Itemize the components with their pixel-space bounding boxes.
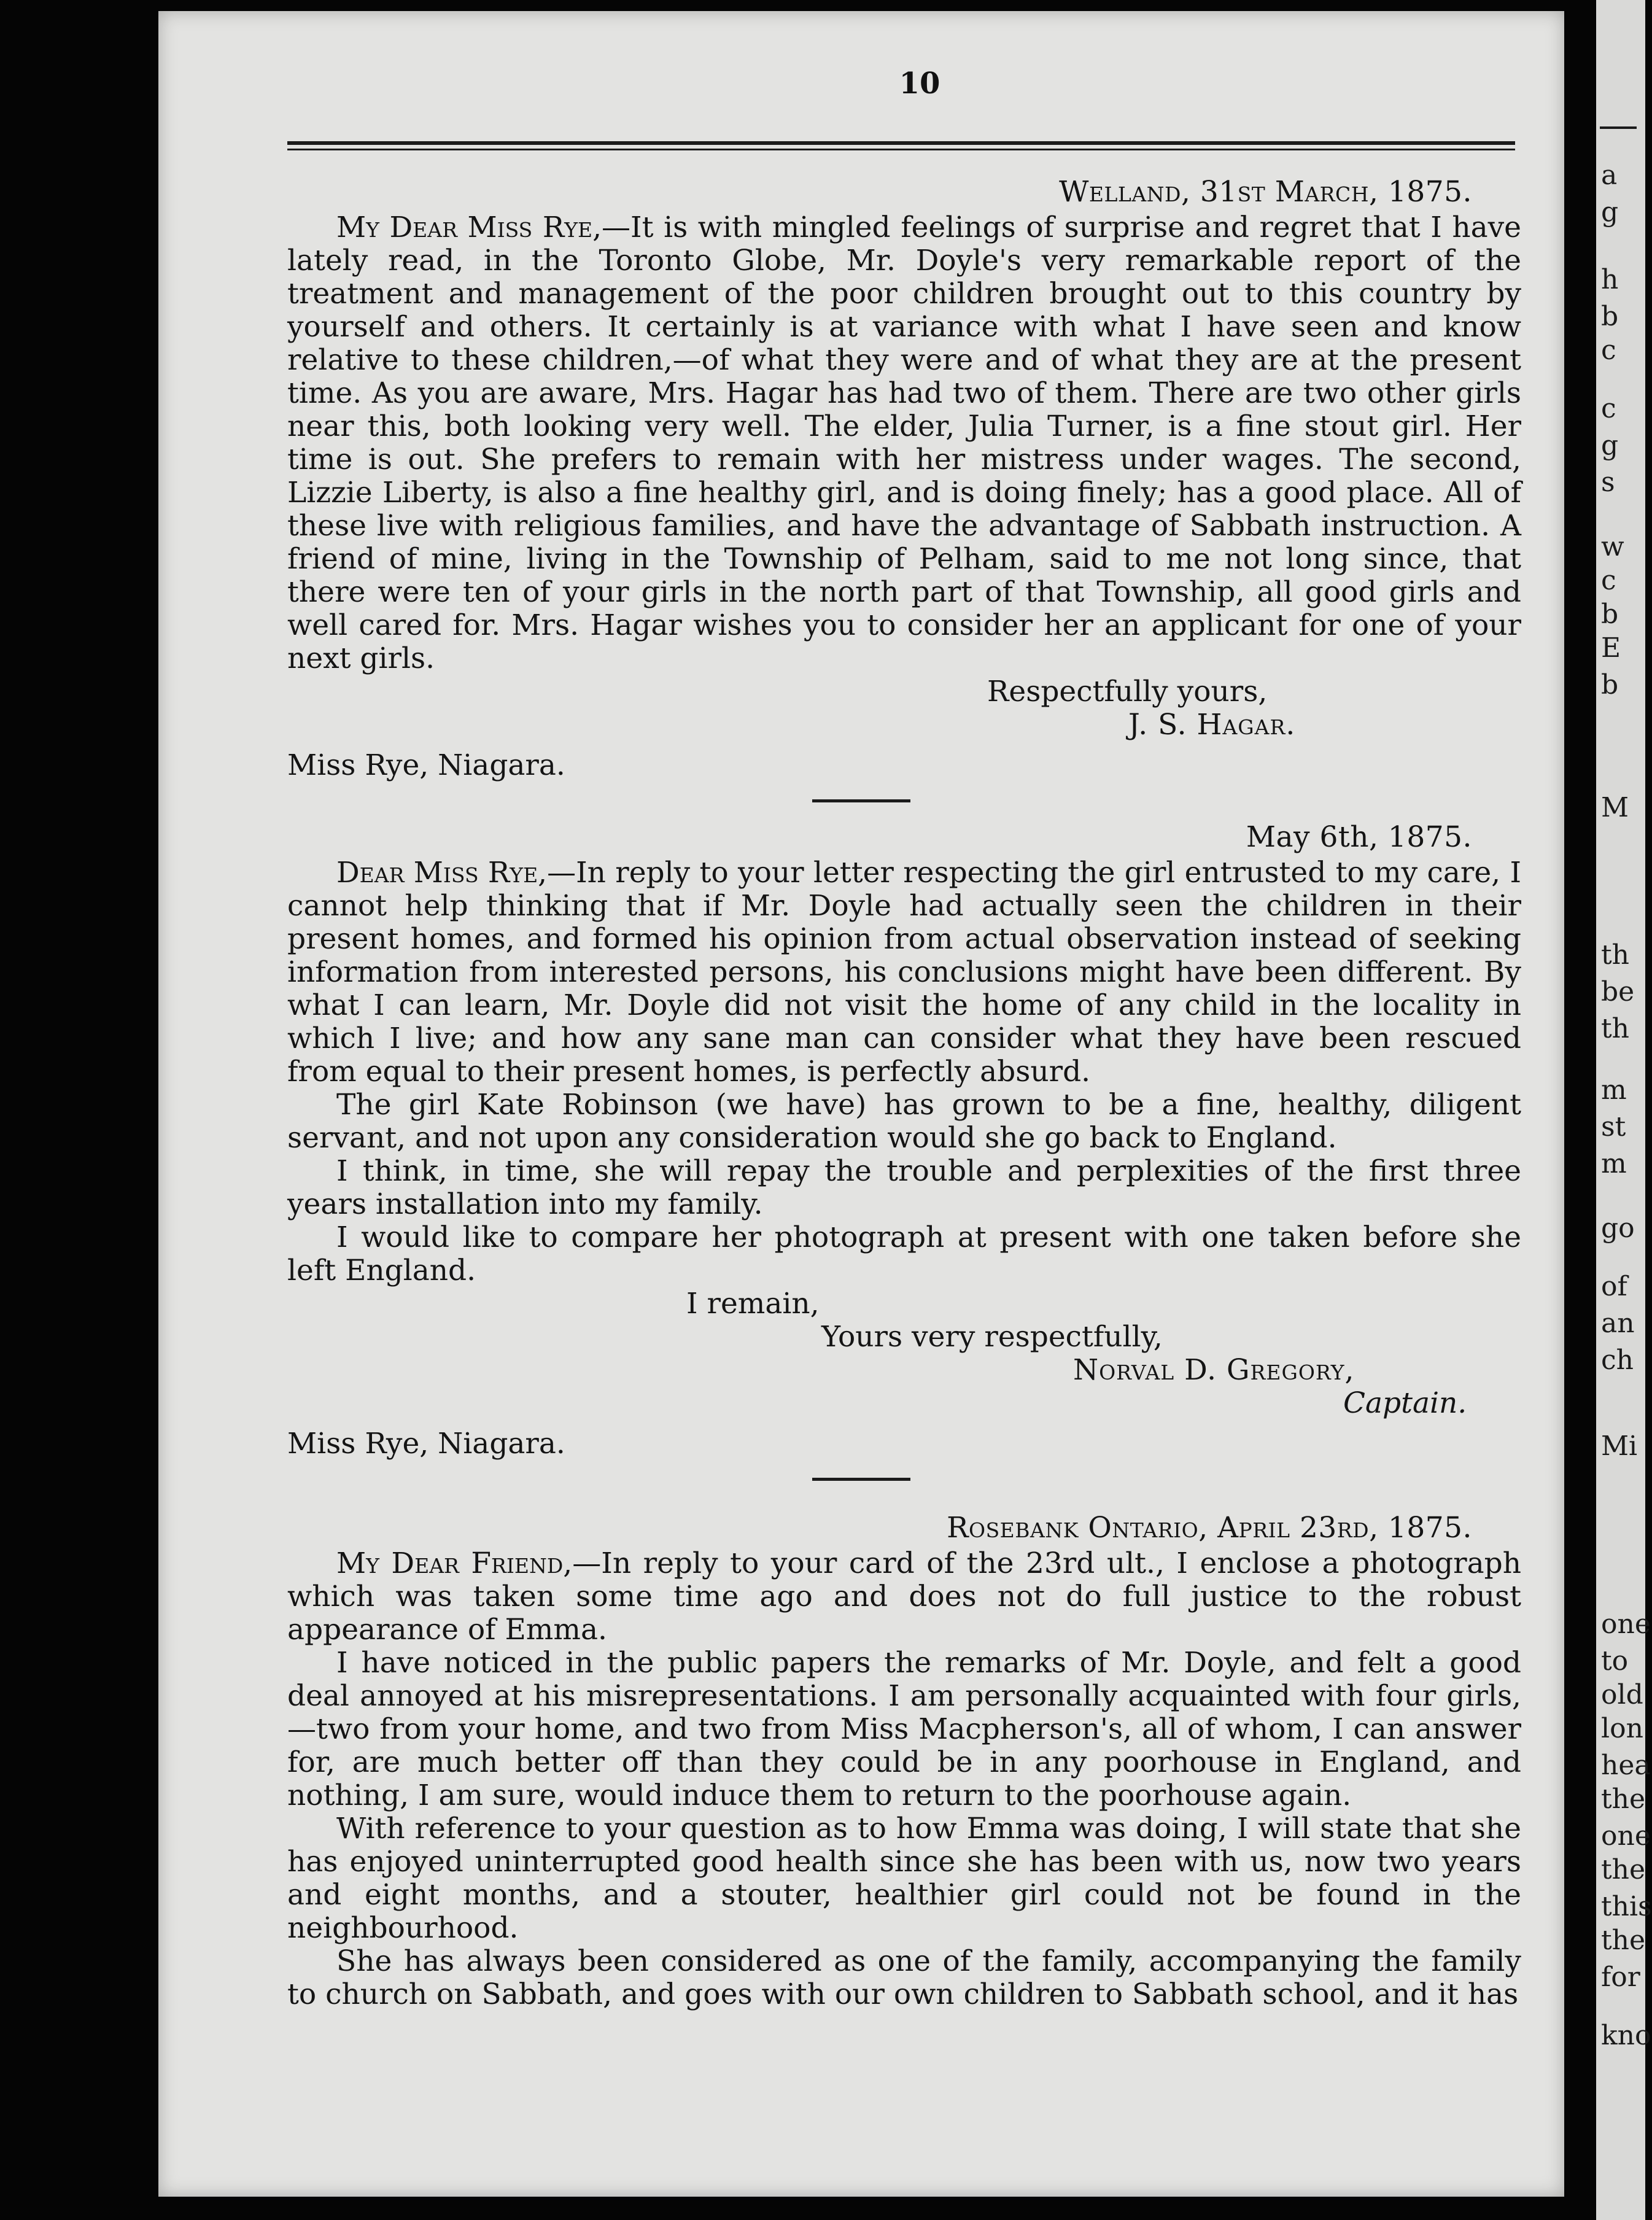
next-page-fragment: st [1601, 1111, 1626, 1143]
letter-signature: J. S. Hagar. [1128, 708, 1296, 742]
letter-paragraph: I think, in time, she will repay the trouble and perplexities of the first three years installation into my family. [287, 1154, 1521, 1221]
next-page-fragment: one [1601, 1820, 1651, 1852]
next-page-fragment: lon [1601, 1713, 1643, 1744]
header-rule-bottom [287, 149, 1515, 150]
next-page-fragment: this [1601, 1891, 1652, 1922]
letter-rosebank [287, 1512, 1521, 2011]
next-page-fragment: h [1601, 264, 1619, 295]
letter-paragraph: She has always been considered as one of the family, accompanying the family to church on Sabbath, and goes with our own children to Sabbath school, and it has [287, 1944, 1521, 2011]
next-page-edge [1596, 0, 1652, 2220]
letter-salutation: Dear Miss Rye, [336, 856, 548, 890]
letter-closing: Yours very respectfully, [821, 1320, 1163, 1354]
next-page-fragment: the [1601, 1783, 1646, 1815]
letter-remain: I remain, [686, 1287, 820, 1321]
next-page-fragment: b [1601, 669, 1619, 701]
next-page-fragment: for [1601, 1962, 1640, 1993]
next-page-fragment: ch [1601, 1345, 1634, 1376]
scanned-page [158, 11, 1564, 2197]
letter-paragraph: With reference to your question as to how Emma was doing, I will state that she has enjoyed uninterrupted good health since she has been with us, now two years and eight months, and a stouter, healthier girl could not be found in the neighbourhood. [287, 1812, 1521, 1945]
next-page-fragment: th [1601, 1013, 1630, 1044]
letter-addressee: Miss Rye, Niagara. [287, 1427, 565, 1461]
letter-dateline: Welland, 31st March, 1875. [1059, 175, 1472, 209]
next-page-fragment: an [1601, 1308, 1635, 1339]
page-content [287, 176, 1521, 2011]
next-page-fragment: to [1601, 1645, 1629, 1677]
next-page-fragment: b [1601, 301, 1619, 332]
letter-dateline: Rosebank Ontario, April 23rd, 1875. [947, 1511, 1472, 1545]
next-page-fragment: a [1601, 160, 1618, 191]
letter-paragraph: I would like to compare her photograph at present with one taken before she left England. [287, 1221, 1521, 1287]
next-page-fragment: g [1601, 196, 1619, 228]
letter-paragraph [287, 856, 1521, 1089]
section-separator [812, 799, 910, 802]
header-rule-top [287, 141, 1515, 145]
next-page-fragment: hea [1601, 1750, 1651, 1781]
next-page-fragment: one [1601, 1609, 1651, 1640]
letter-body-text: —In reply to your card of the 23rd ult., I enclose a photograph which was taken some time ago and does not do full justice to the robust appearance of Emma. [287, 1547, 1521, 1647]
next-page-fragment: th [1601, 939, 1630, 971]
next-page-fragment: g [1601, 430, 1619, 461]
letter-paragraph [287, 1547, 1521, 1647]
letter-paragraph [287, 211, 1521, 675]
next-page-fragment: be [1601, 976, 1635, 1007]
next-page-fragment: s [1601, 467, 1615, 498]
letter-signature: Norval D. Gregory, [1073, 1353, 1355, 1387]
letter-paragraph: I have noticed in the public papers the remarks of Mr. Doyle, and felt a good deal annoyed at his misrepresentations. I am personally acquainted with four girls, —two from your home, and two from Miss Macpherson's, all of whom, I can answer for, are much better off than they could be in any poorhouse in England, and nothing, I am sure, would induce them to return to the poorhouse again. [287, 1646, 1521, 1812]
letter-salutation: My Dear Miss Rye, [336, 211, 602, 244]
next-page-fragment: kno [1601, 2020, 1651, 2051]
letter-signatory-title: Captain. [1343, 1386, 1467, 1420]
letter-hagar [287, 176, 1521, 782]
letter-paragraph: The girl Kate Robinson (we have) has grown to be a fine, healthy, diligent servant, and not upon any consideration would she go back to England. [287, 1088, 1521, 1155]
section-separator [812, 1478, 910, 1481]
letter-salutation: My Dear Friend, [336, 1547, 573, 1580]
next-page-fragment: m [1601, 1074, 1627, 1106]
letter-addressee: Miss Rye, Niagara. [287, 748, 565, 782]
letter-gregory [287, 821, 1521, 1461]
next-page-fragment: go [1601, 1213, 1635, 1244]
next-page-fragment: c [1601, 335, 1616, 366]
next-page-fragment: w [1601, 531, 1624, 562]
letter-body-text: —In reply to your letter respecting the girl entrusted to my care, I cannot help thinking that if Mr. Doyle had actually seen the children in their present homes, and formed his opinion from actual observation instead of seeking information from interested persons, his conclusions might have been different. By what I can learn, Mr. Doyle did not visit the home of any child in the locality in which I live; and how any sane man can consider what they have been rescued from equal to their present homes, is perfectly absurd. [287, 856, 1522, 1089]
letter-body-text: —It is with mingled feelings of surprise and regret that I have lately read, in the Toronto Globe, Mr. Doyle's very remarkable report of the treatment and management of the poor children brought out to this country by yourself and others. It certainly is at variance with what I have seen and know relative to these children,—of what they were and of what they are at the present time. As you are aware, Mrs. Hagar has had two of them. There are two other girls near this, both looking very well. The elder, Julia Turner, is a fine stout girl. Her time is out. She prefers to remain with her mistress under wages. The second, Lizzie Liberty, is also a fine healthy girl, and is doing finely; has a good place. All of these live with religious families, and have the advantage of Sabbath instruction. A friend of mine, living in the Township of Pelham, said to me not long since, that there were ten of your girls in the north part of that Township, all good girls and well cared for. Mrs. Hagar wishes you to consider her an applicant for one of your next girls. [287, 211, 1521, 675]
next-page-fragment: M [1601, 792, 1629, 823]
next-page-fragment: Mi [1601, 1430, 1638, 1462]
next-page-fragment: c [1601, 393, 1616, 424]
letter-dateline: May 6th, 1875. [1246, 820, 1472, 854]
next-page-fragment: the [1601, 1854, 1646, 1885]
next-page-fragment: m [1601, 1148, 1627, 1179]
next-page-fragment: c [1601, 565, 1616, 596]
page-number: 10 [899, 66, 940, 101]
letter-closing: Respectfully yours, [987, 675, 1268, 708]
next-page-fragment: old [1601, 1679, 1643, 1710]
next-page-fragment: of [1601, 1271, 1627, 1302]
next-page-fragment: E [1601, 632, 1621, 664]
next-page-fragment: the [1601, 1925, 1646, 1956]
next-page-fragment: b [1601, 599, 1619, 630]
